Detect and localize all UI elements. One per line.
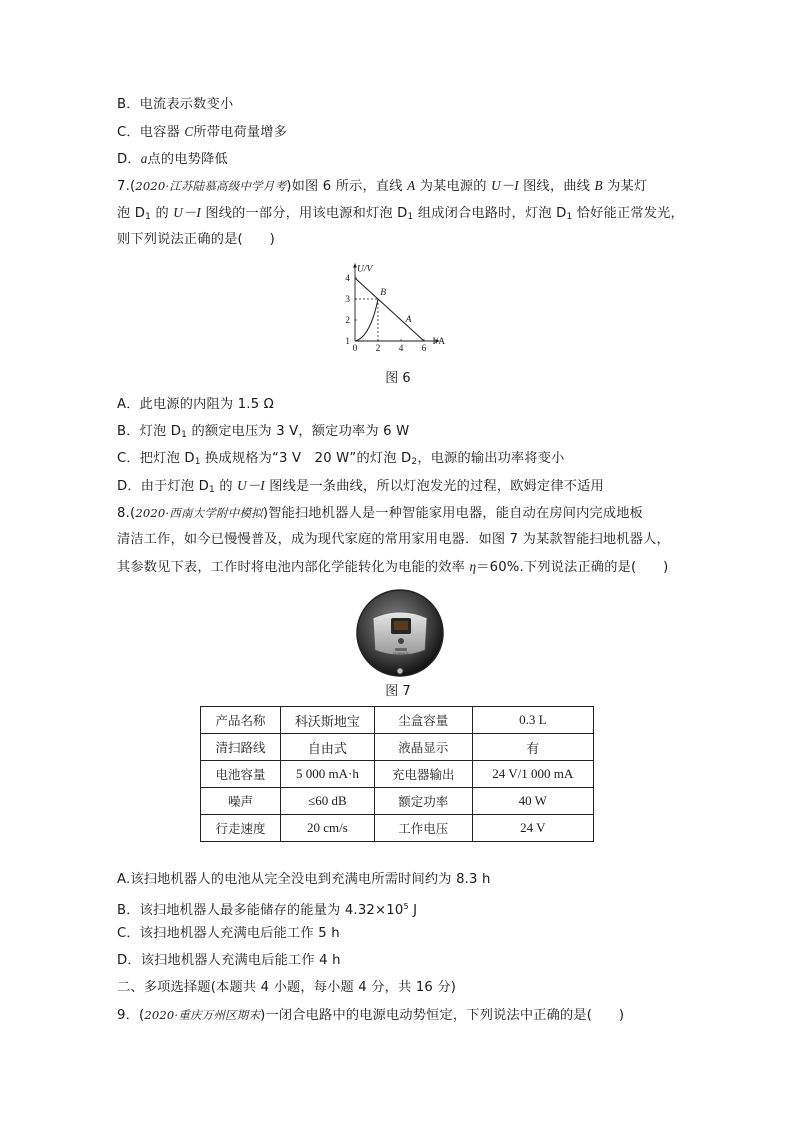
q7-option-b: B．灯泡 $D_1$ 的额定电压为 3 V，额定功率为 6 W — [117, 424, 410, 440]
q7-option-d: D．由于灯泡 $D_1$ 的 U－I 图线是一条曲线，所以灯泡发光的过程，欧姆定律不适用 — [117, 478, 604, 495]
y-tick-label: 3 — [345, 295, 350, 305]
series-a-line — [355, 278, 424, 341]
x-tick-label: 0 — [352, 344, 358, 354]
table-row — [201, 788, 594, 815]
table-label-cell: 充电器输出 — [374, 761, 472, 788]
table-value-cell: 5 000 mA·h — [280, 761, 374, 788]
y-tick-label: 4 — [345, 274, 350, 284]
table-value-cell: 24 V — [472, 815, 593, 842]
table-value-cell: ≤60 dB — [280, 788, 374, 815]
q8-option-d: D．该扫地机器人充满电后能工作 4 h — [117, 953, 341, 968]
table-label-cell: 液晶显示 — [374, 734, 472, 761]
y-axis-label: U/V — [357, 264, 373, 275]
figure-6-chart — [331, 255, 455, 363]
x-axis-label: I/A — [432, 337, 446, 347]
table-label-cell: 额定功率 — [374, 788, 472, 815]
figure-7-caption: 图 7 — [385, 684, 411, 699]
q8-option-c: C．该扫地机器人充满电后能工作 5 h — [117, 926, 340, 941]
table-value-cell: 科沃斯地宝 — [280, 707, 374, 734]
series-b-label: B — [380, 287, 387, 298]
q8-option-a: A.该扫地机器人的电池从完全没电到充满电所需时间约为 8.3 h — [117, 872, 491, 887]
table-label-cell: 噪声 — [201, 788, 281, 815]
q7-stem-line3: 则下列说法正确的是( ) — [117, 232, 275, 247]
q8-stem-line1: 8.(2020·西南大学附中模拟)智能扫地机器人是一种智能家用电器，能自动在房间内完成地板 — [117, 506, 644, 521]
q6-option-c: C．电容器 C所带电荷量增多 — [117, 124, 288, 140]
table-value-cell: 20 cm/s — [280, 815, 374, 842]
section-2-heading: 二、多项选择题(本题共 4 小题，每小题 4 分，共 16 分) — [117, 980, 457, 995]
q7-option-c: C．把灯泡 $D_1$ 换成规格为“3 V 20 W”的灯泡 $D_2$，电源的输出功率将变小 — [117, 451, 565, 467]
x-tick-label: 2 — [375, 344, 381, 354]
q7-stem-line2: 泡 $D_1$ 的 U－I 图线的一部分，用该电源和灯泡 $D_1$ 组成闭合电路时，灯泡 $D_1$ 恰好能正常发光， — [117, 205, 684, 222]
table-label-cell: 清扫路线 — [201, 734, 281, 761]
figure-6-caption: 图 6 — [385, 371, 411, 386]
y-tick-label: 1 — [345, 337, 350, 347]
robot-parameter-table — [200, 706, 594, 842]
q6-option-d: D．a点的电势降低 — [117, 151, 228, 167]
series-b-curve — [355, 299, 378, 341]
table-value-cell: 0.3 L — [472, 707, 593, 734]
table-label-cell: 行走速度 — [201, 815, 281, 842]
y-tick-label: 2 — [345, 316, 350, 326]
x-tick-label: 6 — [421, 344, 427, 354]
table-value-cell: 有 — [472, 734, 593, 761]
q8-stem-line2: 清洁工作，如今已慢慢普及，成为现代家庭的常用家用电器．如图 7 为某款智能扫地机器人， — [117, 532, 670, 547]
q7-source: 2020·江苏陆慕高级中学月考 — [135, 179, 287, 193]
q7-stem-line1: 7.(2020·江苏陆慕高级中学月考)如图 6 所示，直线 A 为某电源的 U－I 图线，曲线 B 为某灯 — [117, 178, 648, 194]
table-label-cell: 尘盒容量 — [374, 707, 472, 734]
table-row — [201, 761, 594, 788]
table-row — [201, 815, 594, 842]
q6-option-b: B．电流表示数变小 — [117, 97, 234, 112]
robot-brand-text: SCIENCE — [393, 652, 409, 656]
robot-vacuum-image — [355, 588, 445, 678]
table-label-cell: 工作电压 — [374, 815, 472, 842]
table-value-cell: 24 V/1 000 mA — [472, 761, 593, 788]
q8-source: 2020·西南大学附中模拟 — [135, 506, 263, 520]
table-value-cell: 40 W — [472, 788, 593, 815]
table-row — [201, 707, 594, 734]
q9-stem: 9．(2020·重庆万州区期末)一闭合电路中的电源电动势恒定，下列说法中正确的是( ) — [117, 1008, 625, 1023]
q8-stem-line3: 其参数见下表，工作时将电池内部化学能转化为电能的效率 η＝60%.下列说法正确的是( ) — [117, 559, 669, 575]
q9-source: 2020·重庆万州区期末 — [144, 1008, 261, 1022]
table-label-cell: 电池容量 — [201, 761, 281, 788]
x-tick-label: 4 — [398, 344, 404, 354]
table-value-cell: 自由式 — [280, 734, 374, 761]
table-row — [201, 734, 594, 761]
q8-option-b: B．该扫地机器人最多能储存的能量为 $4.32\times 10^5$ J — [117, 902, 418, 918]
q7-option-a: A．此电源的内阻为 1.5 Ω — [117, 397, 274, 412]
table-label-cell: 产品名称 — [201, 707, 281, 734]
series-a-label: A — [405, 315, 412, 326]
